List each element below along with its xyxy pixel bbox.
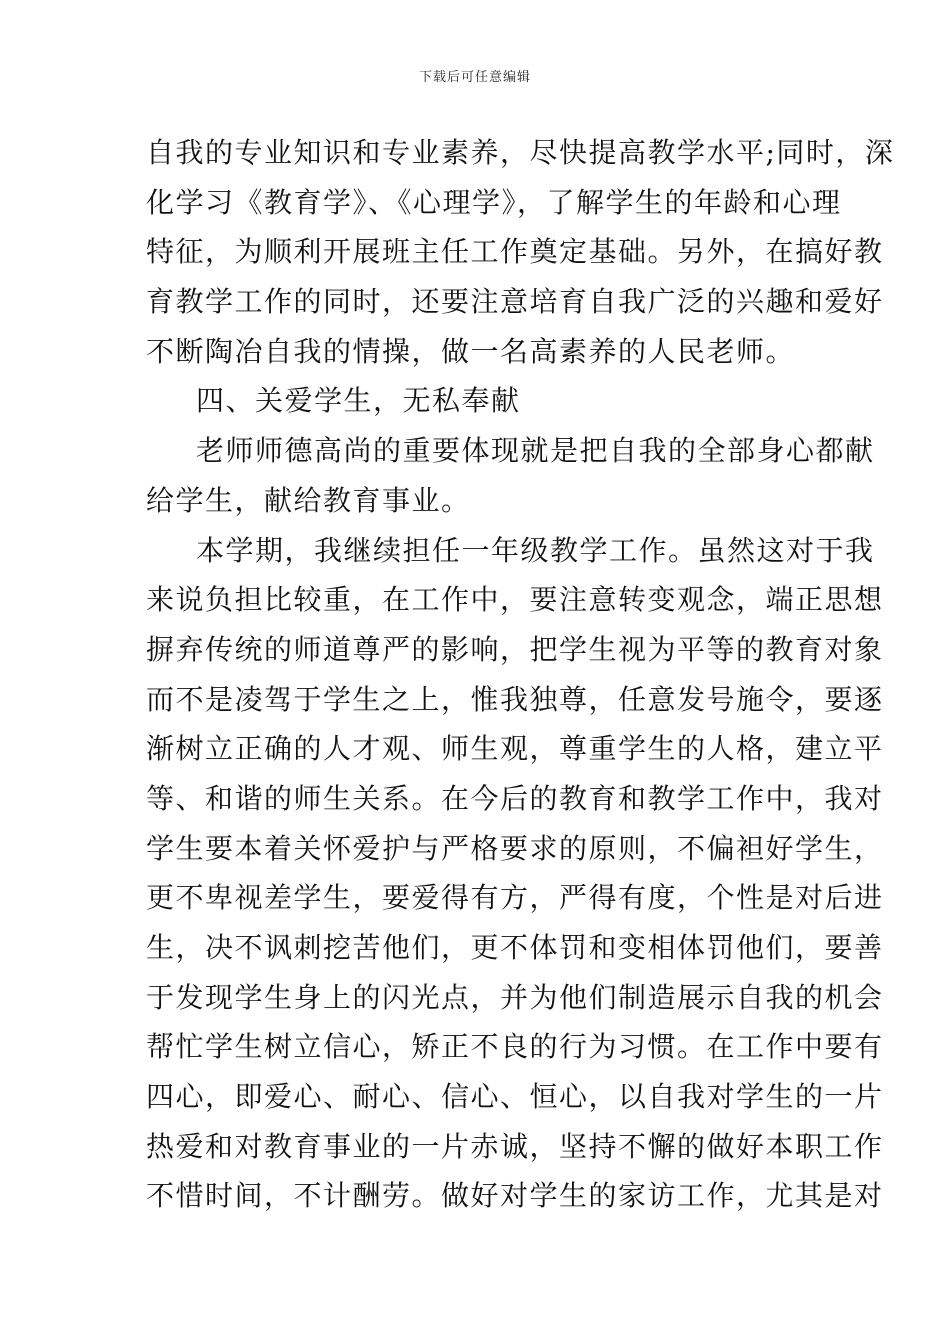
text-line: 等、和谐的师生关系。在今后的教育和教学工作中，我对 xyxy=(146,781,884,815)
text-line: 特征，为顺利开展班主任工作奠定基础。另外，在搞好教 xyxy=(146,235,884,269)
text-line: 学生要本着关怀爱护与严格要求的原则，不偏袒好学生， xyxy=(146,831,884,865)
text-line: 而不是凌驾于学生之上，惟我独尊，任意发号施令，要逐 xyxy=(146,682,884,716)
text-line: 生，决不讽刺挖苦他们，更不体罚和变相体罚他们，要善 xyxy=(146,931,884,964)
text-line: 给学生，献给教育事业。 xyxy=(146,483,471,517)
text-line: 化学习《教育学》、《心理学》，了解学生的年龄和心理 xyxy=(146,185,842,219)
text-line: 帮忙学生树立信心，矫正不良的行为习惯。在工作中要有 xyxy=(146,1030,884,1064)
text-line: 不断陶冶自我的情操，做一名高素养的人民老师。 xyxy=(146,334,796,368)
section-heading: 四、关爱学生，无私奉献 xyxy=(196,384,521,418)
text-line: 自我的专业知识和专业素养，尽快提高教学水平;同时，深 xyxy=(146,136,895,169)
text-line: 不惜时间，不计酬劳。做好对学生的家访工作，尤其是对 xyxy=(146,1179,884,1213)
document-body xyxy=(146,128,895,1221)
paragraph-start-line: 老师师德高尚的重要体现就是把自我的全部身心都献 xyxy=(196,434,875,468)
text-line: 于发现学生身上的闪光点，并为他们制造展示自我的机会 xyxy=(146,980,884,1014)
text-line: 四心，即爱心、耐心、信心、恒心，以自我对学生的一片 xyxy=(146,1080,884,1114)
header-note: 下载后可任意编辑 xyxy=(418,70,531,85)
text-line: 渐树立正确的人才观、师生观，尊重学生的人格，建立平 xyxy=(146,732,884,766)
text-line: 育教学工作的同时，还要注意培育自我广泛的兴趣和爱好 xyxy=(146,285,884,319)
text-line: 摒弃传统的师道尊严的影响，把学生视为平等的教育对象 xyxy=(146,632,884,666)
text-line: 更不卑视差学生，要爱得有方，严得有度，个性是对后进 xyxy=(146,881,884,915)
text-line: 来说负担比较重，在工作中，要注意转变观念，端正思想 xyxy=(146,583,884,617)
paragraph-start-line: 本学期，我继续担任一年级教学工作。虽然这对于我 xyxy=(196,533,875,567)
text-line: 热爱和对教育事业的一片赤诚，坚持不懈的做好本职工作 xyxy=(146,1129,884,1163)
